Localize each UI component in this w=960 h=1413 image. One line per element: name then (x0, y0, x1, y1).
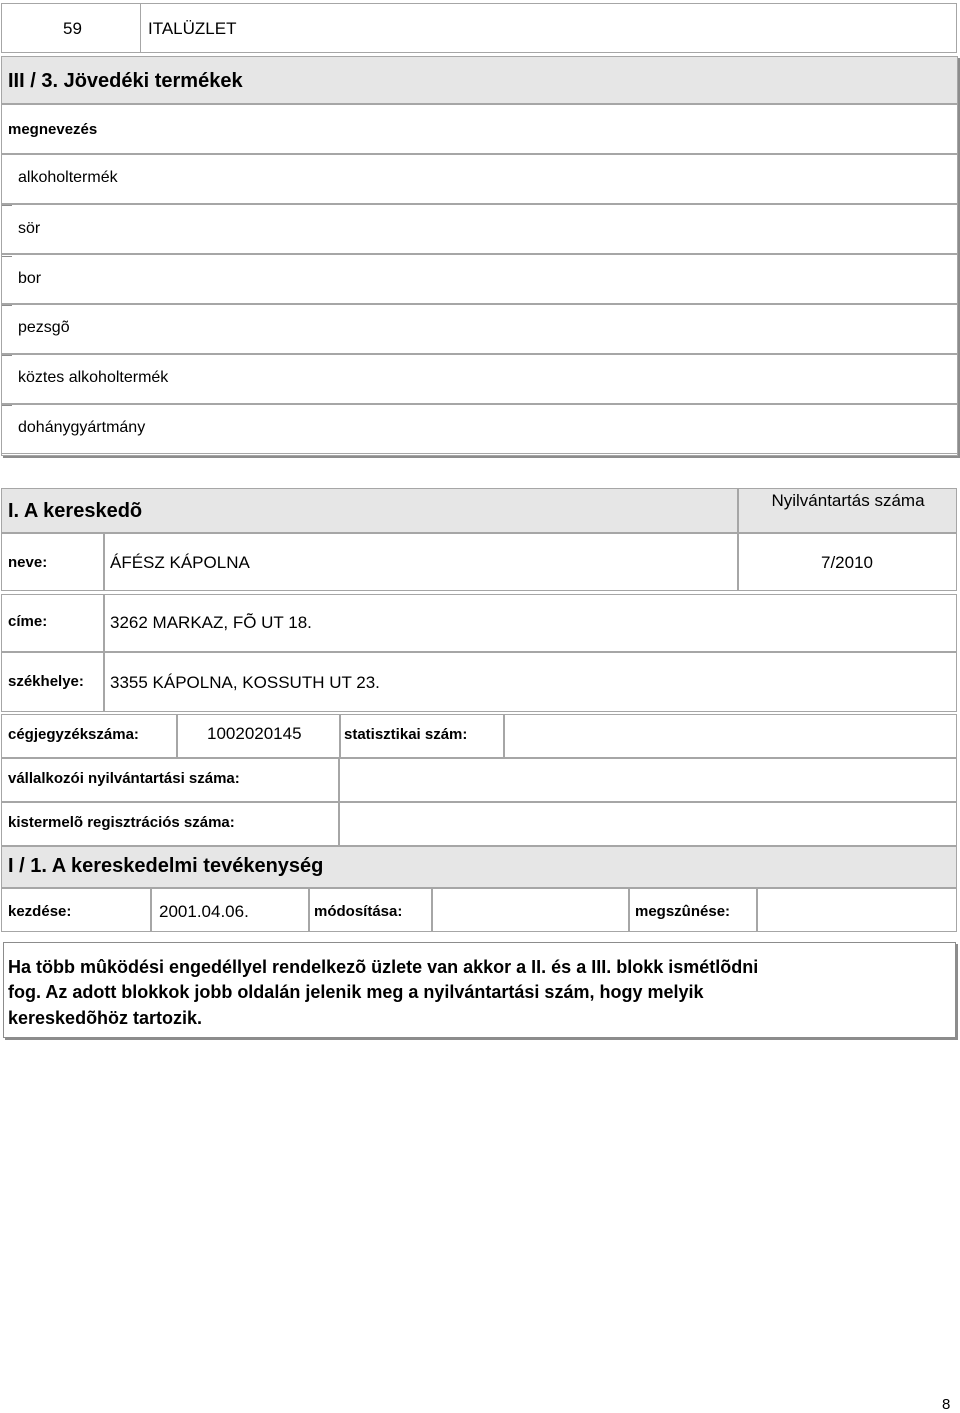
list-item (1, 154, 958, 204)
excise-column-header (1, 104, 958, 154)
stat-value-cell (504, 714, 957, 758)
company-reg-value: 1002020145 (207, 724, 302, 743)
list-item (1, 304, 958, 354)
entrepreneur-value-cell (339, 758, 957, 802)
excise-section-title: III / 3. Jövedéki termékek (8, 70, 243, 92)
name-label: neve: (8, 554, 48, 571)
item-label: sör (18, 220, 41, 237)
producer-label: kistermelõ regisztrációs száma: (8, 814, 235, 831)
modify-value-cell (432, 888, 629, 932)
end-value-cell (757, 888, 957, 932)
address-value: 3262 MARKAZ, FÕ UT 18. (110, 613, 312, 632)
item-label: alkoholtermék (18, 169, 118, 186)
list-item (1, 204, 958, 254)
item-label: köztes alkoholtermék (18, 369, 169, 386)
form-number: 59 (63, 19, 82, 38)
activity-section-title: I / 1. A kereskedelmi tevékenység (8, 855, 324, 877)
column-header-name: megnevezés (8, 121, 98, 138)
start-label: kezdése: (8, 903, 72, 920)
note-line-1: Ha több mûködési engedéllyel rendelkezõ üzlete van akkor a II. és a III. blokk ismétlõdni (8, 957, 759, 977)
item-label: pezsgõ (18, 319, 70, 336)
seat-label: székhelye: (8, 673, 84, 690)
end-label: megszûnése: (635, 903, 731, 920)
item-label: dohánygyártmány (18, 419, 146, 436)
merchant-section-title: I. A kereskedõ (8, 500, 143, 522)
note-line-2: fog. Az adott blokkok jobb oldalán jelenik meg a nyilvántartási szám, hogy melyik (8, 982, 704, 1002)
name-value: ÁFÉSZ KÁPOLNA (110, 553, 250, 572)
list-item (1, 254, 958, 304)
entrepreneur-label: vállalkozói nyilvántartási száma: (8, 770, 240, 787)
form-title: ITALÜZLET (148, 19, 237, 38)
registry-value: 7/2010 (821, 553, 873, 572)
modify-label: módosítása: (314, 903, 403, 920)
address-label: címe: (8, 613, 48, 630)
company-reg-label: cégjegyzékszáma: (8, 726, 139, 743)
start-value: 2001.04.06. (159, 902, 249, 921)
page-header (1, 3, 957, 53)
note-line-3: kereskedõhöz tartozik. (8, 1008, 203, 1028)
stat-label: statisztikai szám: (344, 726, 468, 743)
page-number: 8 (942, 1396, 951, 1413)
item-label: bor (18, 270, 42, 287)
seat-value: 3355 KÁPOLNA, KOSSUTH UT 23. (110, 673, 380, 692)
registry-header: Nyilvántartás száma (771, 491, 925, 510)
producer-value-cell (339, 802, 957, 846)
